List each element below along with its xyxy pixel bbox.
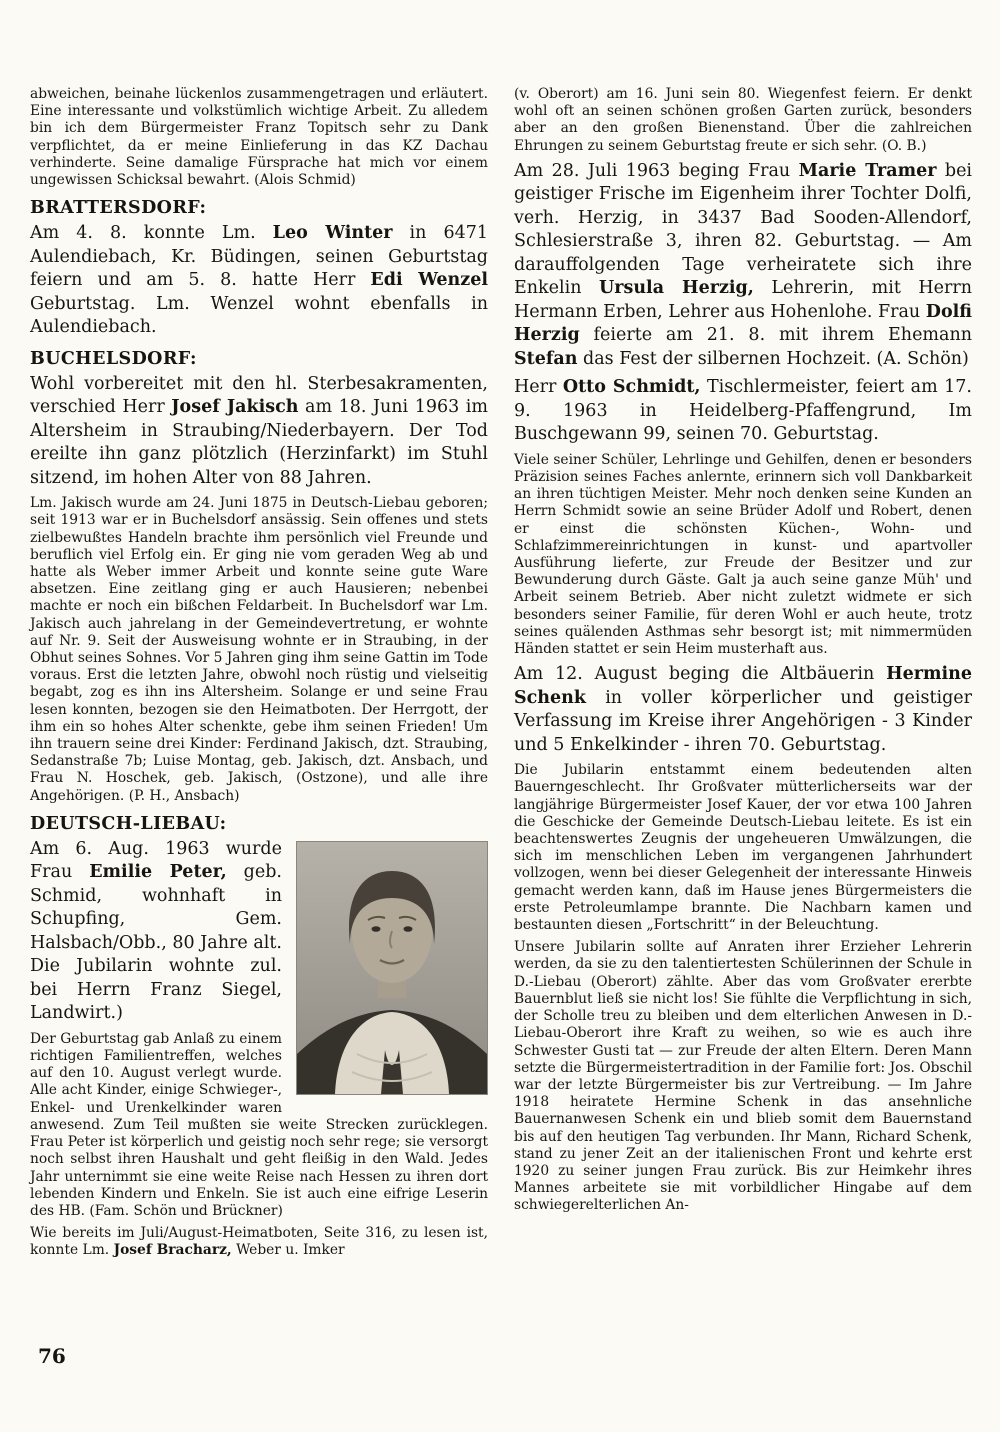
- left-column: [30, 86, 488, 1265]
- marie-tramer-paragraph: Am 28. Juli 1963 beging Frau Marie Tramer bei geistiger Frische im Eigenheim ihrer Tochter Dolfi, verh. Herzig, in 3437 Bad Sooden-Allendorf, Schlesierstraße 3, ihren 82. Geburtstag. — Am darauffolgenden Tage verheiratete sich ihre Enkelin Ursula Herzig, Lehrerin, mit Herrn Hermann Erben, Lehrer aus Hohenlohe. Frau Dolfi Herzig feierte am 21. 8. mit ihrem Ehemann Stefan das Fest der silbernen Hochzeit. (A. Schön): [514, 160, 973, 369]
- deutsch-liebau-section: [30, 838, 488, 1260]
- emilie-peter-lead-paragraph: Am 6. Aug. 1963 wurde Frau Emilie Peter, geb. Schmid, wohnhaft in Schupfing, Gem. Halsbach/Obb., 80 Jahre alt. Die Jubilarin wohnte zul. bei Herrn Franz Siegel, Landwirt.): [30, 838, 282, 1024]
- page-number: 76: [38, 1344, 66, 1368]
- intro-continued-paragraph: abweichen, beinahe lückenlos zusammengetragen und erläutert. Eine interessante und volkstümlich wichtige Arbeit. Zu alledem bin ich dem Bürgermeister Franz Topitsch sehr zu Dank verpflichtet, da er meine Einlieferung in das KZ Dachau verhinderte. Seine damalige Fürsprache hat mich vor einem ungewissen Schicksal bewahrt. (Alois Schmid): [30, 86, 488, 189]
- portrait-photo-emilie-peter: [296, 841, 488, 1095]
- brattersdorf-paragraph: Am 4. 8. konnte Lm. Leo Winter in 6471 Aulendiebach, Kr. Büdingen, seinen Geburtstag feiern und am 5. 8. hatte Herr Edi Wenzel Geburtstag. Lm. Wenzel wohnt ebenfalls in Aulendiebach.: [30, 223, 488, 338]
- bracharz-followup-paragraph: Wie bereits im Juli/August-Heimatboten, Seite 316, zu lesen ist, konnte Lm. Josef Bracharz, Weber u. Imker: [30, 1225, 488, 1259]
- emilie-peter-detail-paragraph: Der Geburtstag gab Anlaß zu einem richtigen Familientreffen, welches auf den 10. August verlegt wurde. Alle acht Kinder, einige Schwieger-, Enkel- und Urenkelkinder waren anwesend. Zum Teil mußten sie weite Strecken zurücklegen. Frau Peter ist körperlich und geistig noch sehr rege; sie versorgt noch selbst ihren Haushalt und geht fleißig in den Wald. Jedes Jahr unternimmt sie eine weite Reise nach Hessen zu ihren dort lebenden Kindern und Enkeln. Sie ist auch eine eifrige Leserin des HB. (Fam. Schön und Brückner): [30, 1030, 488, 1219]
- otto-schmidt-detail-paragraph: Viele seiner Schüler, Lehrlinge und Gehilfen, denen er besonders Präzision seines Faches anlernte, erinnern sich voll Dankbarkeit an ihren tüchtigen Meister. Mehr noch denken seine Kunden an Herrn Schmidt sowie an seine Brüder Adolf und Robert, denen er einst die schönsten Küchen-, Wohn- und Schlafzimmereinrichtungen in kunst- und apartvoller Ausführung lieferte, zur Freude der Besitzer und zur Bewunderung durch Gäste. Galt ja auch seine ganze Müh' und Arbeit seinem Betrieb. Aber nicht zuletzt widmete er sich besonders seiner Familie, für deren Wohl er auch heute, trotz seines quälenden Asthmas sehr besorgt ist; mit nimmermüden Händen stattet er sein Heim musterhaft aus.: [514, 451, 972, 658]
- hermine-schenk-lead-paragraph: Am 12. August beging die Altbäuerin Hermine Schenk in voller körperlicher und geistiger Verfassung im Kreise ihrer Angehörigen - 3 Kinder und 5 Enkelkinder - ihren 70. Geburtstag.: [514, 664, 972, 755]
- heading-buchelsdorf: BUCHELSDORF:: [30, 348, 197, 369]
- buchelsdorf-lead-paragraph: Wohl vorbereitet mit den hl. Sterbesakramenten, verschied Herr Josef Jakisch am 18. Juni 1963 im Altersheim in Straubing/Niederbayern. Der Tod ereilte ihn ganz plötzlich (Herzinfarkt) im Stuhl sitzend, im hohen Alter von 88 Jahren.: [30, 373, 488, 488]
- portrait-photo-illustration: [297, 842, 487, 1094]
- hermine-schenk-detail-paragraph-1: Die Jubilarin entstammt einem bedeutenden alten Bauerngeschlecht. Ihr Großvater mütterlicherseits war der langjährige Bürgermeister Josef Kauer, der vor etwa 100 Jahren die Geschicke der Gemeinde Deutsch-Liebau leitete. Es ist ein beachtenswertes Zeugnis der ungeheueren Umwälzungen, die sich im menschlichen Leben im vergangenen Jahrhundert vollzogen, wenn bei dieser Gelegenheit der interessante Hinweis gemacht werden kann, daß im Hause jenes Bürgermeisters die erste Petroleumlampe brannte. Die Nachbarn kamen und bestaunten diesen „Fortschritt“ in der Beleuchtung.: [514, 762, 972, 934]
- right-column: [514, 86, 972, 1265]
- otto-schmidt-lead-paragraph: Herr Otto Schmidt, Tischlermeister, feiert am 17. 9. 1963 in Heidelberg-Pfaffengrund, Im Buschgewann 99, seinen 70. Geburtstag.: [514, 377, 972, 445]
- buchelsdorf-obituary-paragraph: Lm. Jakisch wurde am 24. Juni 1875 in Deutsch-Liebau geboren; seit 1913 war er in Buchelsdorf ansässig. Sein offenes und stets zielbewußtes Handeln brachte ihm persönlich viel Freunde und beruflich viel Erfolg ein. Er ging nie vom geraden Weg ab und hatte als Weber immer Arbeit und konnte seine gute Ware absetzen. Eine zeitlang ging er auch Hausieren; nebenbei machte er noch ein bißchen Feldarbeit. In Buchelsdorf war Lm. Jakisch auch jahrelang in der Gemeindevertretung, er wohnte auf Nr. 9. Seit der Ausweisung wohnte er in Straubing, in der Obhut seines Sohnes. Vor 5 Jahren ging ihm seine Gattin im Tode voraus. Erst die letzten Jahre, obwohl noch rüstig und vielseitig begabt, zog es ihn ins Altersheim. Solange er und seine Frau lesen konnten, bezogen sie den Heimatboten. Der Herrgott, der ihm ein so hohes Alter schenkte, gebe ihm seinen Frieden! Um ihn trauern seine drei Kinder: Ferdinand Jakisch, dzt. Straubing, Sedanstraße 7b; Luise Montag, geb. Jakisch, dzt. Ansbach, und Frau N. Hoschek, geb. Jakisch, (Ostzone), und alle ihre Angehörigen. (P. H., Ansbach): [30, 495, 488, 804]
- heading-brattersdorf: BRATTERSDORF:: [30, 198, 207, 219]
- two-column-layout: [30, 86, 972, 1265]
- hermine-schenk-detail-paragraph-2: Unsere Jubilarin sollte auf Anraten ihrer Erzieher Lehrerin werden, da sie zu den talentiertesten Schülerinnen der Schule in D.-Liebau (Oberort) zählte. Aber das vom Großvater ererbte Bauernblut ließ sie nicht los! Sie fühlte die Verpflichtung in sich, der Scholle treu zu bleiben und dem elterlichen Anwesen in D.-Liebau-Oberort ihre Kraft zu weihen, so wie es auch ihre Schwester Gusti tat — zur Freude der alten Eltern. Deren Mann setzte die Bürgermeistertradition in der Familie fort: Jos. Obschil war der letzte Bürgermeister bis zur Vertreibung. — Im Jahre 1918 heiratete Hermine Schenk in das ansehnliche Bauernanwesen Schenk ein und blieb somit dem Bauernstand bis auf den heutigen Tag verbunden. Ihr Mann, Richard Schenk, stand zu jener Zeit an der italienischen Front und kehrte erst 1920 zu seiner jungen Frau zurück. Bis zur Heimkehr ihres Mannes arbeitete sie mit vorbildlicher Hingabe auf dem schwiegerelterlichen An-: [514, 939, 972, 1214]
- heading-deutsch-liebau: DEUTSCH-LIEBAU:: [30, 813, 227, 834]
- oberort-continued-paragraph: (v. Oberort) am 16. Juni sein 80. Wiegenfest feiern. Er denkt wohl oft an seinen schönen großen Garten zurück, besonders aber an den großen Bienenstand. Über die zahlreichen Ehrungen zu seinem Geburtstag freute er sich sehr. (O. B.): [514, 86, 972, 154]
